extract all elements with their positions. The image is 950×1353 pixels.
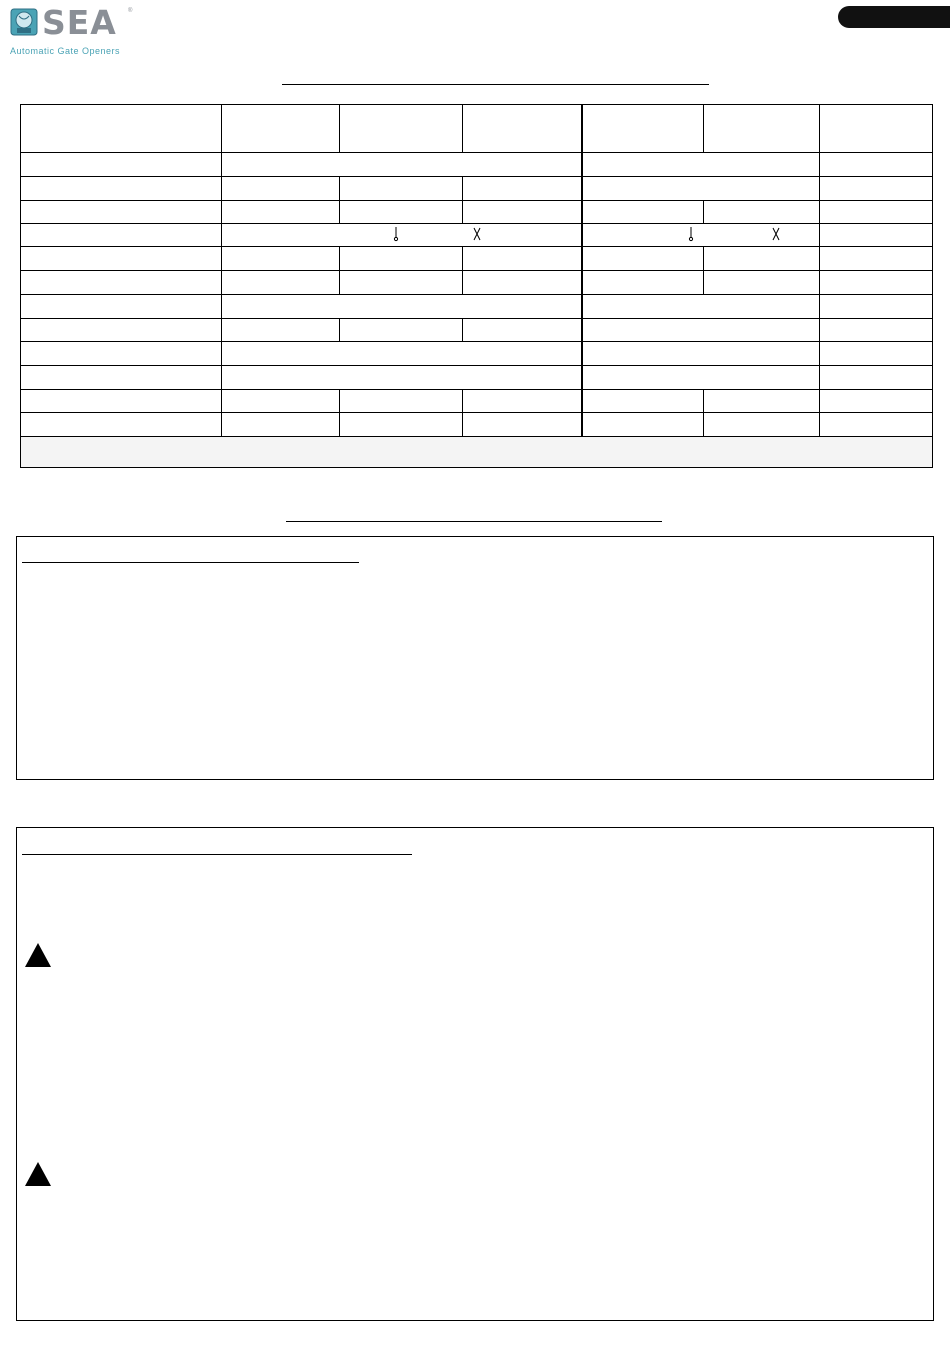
table-row-line <box>21 200 932 201</box>
temperature-range-icon <box>685 226 697 242</box>
table-divider <box>462 246 463 294</box>
table-row-line <box>21 246 932 247</box>
table-divider <box>462 318 463 341</box>
brand-wordmark: SEA <box>42 3 117 42</box>
table-row-line <box>21 176 932 177</box>
table-row-line <box>21 294 932 295</box>
table-divider <box>339 389 340 436</box>
corner-tab-icon <box>838 6 950 28</box>
table-row-line <box>21 412 932 413</box>
brand-logo <box>10 3 135 56</box>
table-divider <box>462 105 463 152</box>
box-heading-underline <box>22 854 412 855</box>
table-divider <box>703 200 704 223</box>
table-divider <box>339 318 340 341</box>
section-title-underline <box>286 521 662 522</box>
specifications-table <box>20 104 933 468</box>
table-divider <box>339 246 340 294</box>
info-box-2 <box>16 827 934 1321</box>
table-row-line <box>21 270 932 271</box>
table-divider <box>703 389 704 436</box>
info-box-1 <box>16 536 934 780</box>
warning-triangle-icon <box>24 942 52 968</box>
brand-tagline: Automatic Gate Openers <box>10 46 121 56</box>
table-divider <box>462 389 463 436</box>
table-divider <box>339 176 340 200</box>
warning-triangle-icon <box>24 1161 52 1187</box>
table-divider <box>703 246 704 294</box>
table-divider <box>462 200 463 223</box>
table-divider <box>703 105 704 152</box>
table-row-line <box>21 318 932 319</box>
table-row-line <box>21 389 932 390</box>
temperature-range-icon <box>471 226 483 242</box>
table-row-line <box>21 341 932 342</box>
box-heading-underline <box>22 562 359 563</box>
table-row-line <box>21 223 932 224</box>
table-title-underline <box>282 84 709 85</box>
table-divider <box>339 105 340 152</box>
table-divider <box>462 176 463 200</box>
table-row-line <box>21 365 932 366</box>
temperature-range-icon <box>770 226 782 242</box>
temperature-range-icon <box>390 226 402 242</box>
globe-gate-emblem-icon <box>10 8 38 36</box>
table-row-line <box>21 152 932 153</box>
table-divider <box>339 200 340 223</box>
table-footer-row <box>21 436 932 467</box>
registered-mark: ® <box>128 8 133 14</box>
